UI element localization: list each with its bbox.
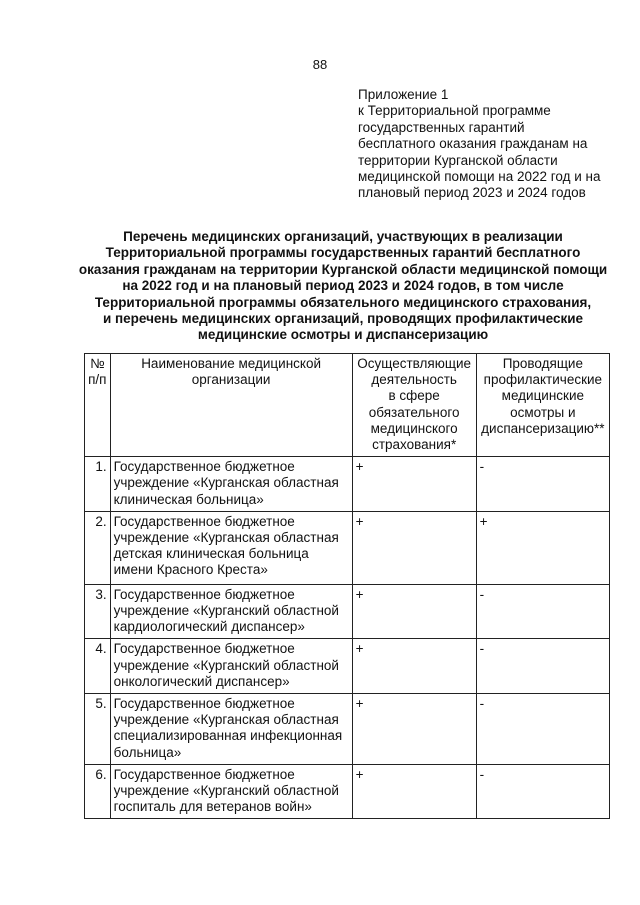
org-name xyxy=(110,764,352,819)
table-row xyxy=(85,694,610,765)
org-name-line: онкологический диспансер» xyxy=(113,673,290,689)
org-name-line: детская клиническая больница xyxy=(113,546,309,562)
oms-mark: + xyxy=(352,764,476,819)
row-number: 4. xyxy=(85,639,111,694)
table-row xyxy=(85,639,610,694)
header-org-name-line: Наименование медицинской xyxy=(141,356,322,371)
prophylactic-mark: - xyxy=(476,584,609,639)
header-oms-line: обязательного xyxy=(368,404,460,420)
row-number: 3. xyxy=(85,584,111,639)
appendix-line: Приложение 1 xyxy=(358,87,449,102)
header-prophylactic xyxy=(476,354,609,457)
org-name-line: Государственное бюджетное xyxy=(113,513,295,529)
oms-mark: + xyxy=(352,639,476,694)
org-name-line: кардиологический диспансер» xyxy=(113,619,305,635)
title-line: и перечень медицинских организаций, проводящих профилактические xyxy=(102,311,584,327)
org-name xyxy=(110,584,352,639)
header-prophylactic-line: медицинские xyxy=(501,388,585,404)
title-line: оказания гражданам на территории Курганской области медицинской помощи xyxy=(78,261,608,277)
header-prophylactic-line: осмотры и xyxy=(510,404,576,420)
document-title xyxy=(60,229,626,344)
appendix-line: бесплатного оказания гражданам на xyxy=(358,136,588,152)
org-name-line: учреждение «Курганский областной xyxy=(113,657,339,673)
table-row xyxy=(85,511,610,584)
table-row xyxy=(85,764,610,819)
org-name-line: клиническая больница» xyxy=(113,491,264,507)
org-name-line: учреждение «Курганская областная xyxy=(113,530,339,546)
header-number-line: № xyxy=(90,356,105,371)
title-line: Перечень медицинских организаций, участвующих в реализации xyxy=(123,229,563,244)
header-number-line: п/п xyxy=(88,372,107,388)
org-name-line: специализированная инфекционная xyxy=(113,728,343,744)
org-name xyxy=(110,511,352,584)
header-number xyxy=(85,354,111,457)
org-name-line: госпиталь для ветеранов войн» xyxy=(113,799,312,815)
org-name-line: больница» xyxy=(113,744,182,760)
org-name-line: Государственное бюджетное xyxy=(113,459,295,475)
row-number: 2. xyxy=(85,511,111,584)
title-line: Территориальной программы государственных гарантий бесплатного xyxy=(105,245,581,261)
header-oms-line: медицинского xyxy=(370,420,458,436)
title-line: на 2022 год и на плановый период 2023 и 2024 годов, в том числе xyxy=(122,278,564,294)
table-row xyxy=(85,584,610,639)
header-org-name-line: организации xyxy=(191,372,271,388)
prophylactic-mark: - xyxy=(476,639,609,694)
header-oms-line: в сфере xyxy=(388,388,440,404)
appendix-line: плановый период 2023 и 2024 годов xyxy=(358,185,586,201)
org-name-line: Государственное бюджетное xyxy=(113,766,295,782)
oms-mark: + xyxy=(352,584,476,639)
org-name-line: учреждение «Курганский областной xyxy=(113,783,339,799)
table-row xyxy=(85,457,610,512)
prophylactic-mark: - xyxy=(476,764,609,819)
org-name-line: Государственное бюджетное xyxy=(113,696,295,712)
row-number: 5. xyxy=(85,694,111,765)
appendix-note xyxy=(358,87,628,202)
page-number: 88 xyxy=(312,57,328,72)
organizations-table xyxy=(84,353,610,819)
prophylactic-mark: - xyxy=(476,694,609,765)
org-name xyxy=(110,457,352,512)
header-oms-line: деятельность xyxy=(371,372,457,388)
oms-mark: + xyxy=(352,457,476,512)
header-prophylactic-line: диспансеризацию** xyxy=(481,420,605,436)
table-header-row xyxy=(85,354,610,457)
appendix-line: государственных гарантий xyxy=(358,119,525,135)
org-name-line: учреждение «Курганская областная xyxy=(113,712,339,728)
row-number: 1. xyxy=(85,457,111,512)
header-oms-line: Осуществляющие xyxy=(357,356,471,371)
oms-mark: + xyxy=(352,694,476,765)
title-line: медицинские осмотры и диспансеризацию xyxy=(197,327,489,343)
appendix-line: медицинской помощи на 2022 год и на xyxy=(358,169,601,185)
header-org-name xyxy=(110,354,352,457)
row-number: 6. xyxy=(85,764,111,819)
org-name-line: учреждение «Курганский областной xyxy=(113,603,339,619)
org-name-line: имени Красного Креста» xyxy=(113,562,268,578)
org-name-line: Государственное бюджетное xyxy=(113,641,295,657)
prophylactic-mark: - xyxy=(476,457,609,512)
header-oms xyxy=(352,354,476,457)
oms-mark: + xyxy=(352,511,476,584)
org-name-line: Государственное бюджетное xyxy=(113,586,295,602)
header-prophylactic-line: профилактические xyxy=(483,372,603,388)
org-name xyxy=(110,694,352,765)
header-oms-line: страхования* xyxy=(372,437,457,453)
header-prophylactic-line: Проводящие xyxy=(502,356,583,371)
appendix-line: территории Курганской области xyxy=(358,152,558,168)
org-name xyxy=(110,639,352,694)
title-line: Территориальной программы обязательного медицинского страхования, xyxy=(94,294,592,310)
org-name-line: учреждение «Курганская областная xyxy=(113,475,339,491)
appendix-line: к Территориальной программе xyxy=(358,103,551,119)
prophylactic-mark: + xyxy=(476,511,609,584)
